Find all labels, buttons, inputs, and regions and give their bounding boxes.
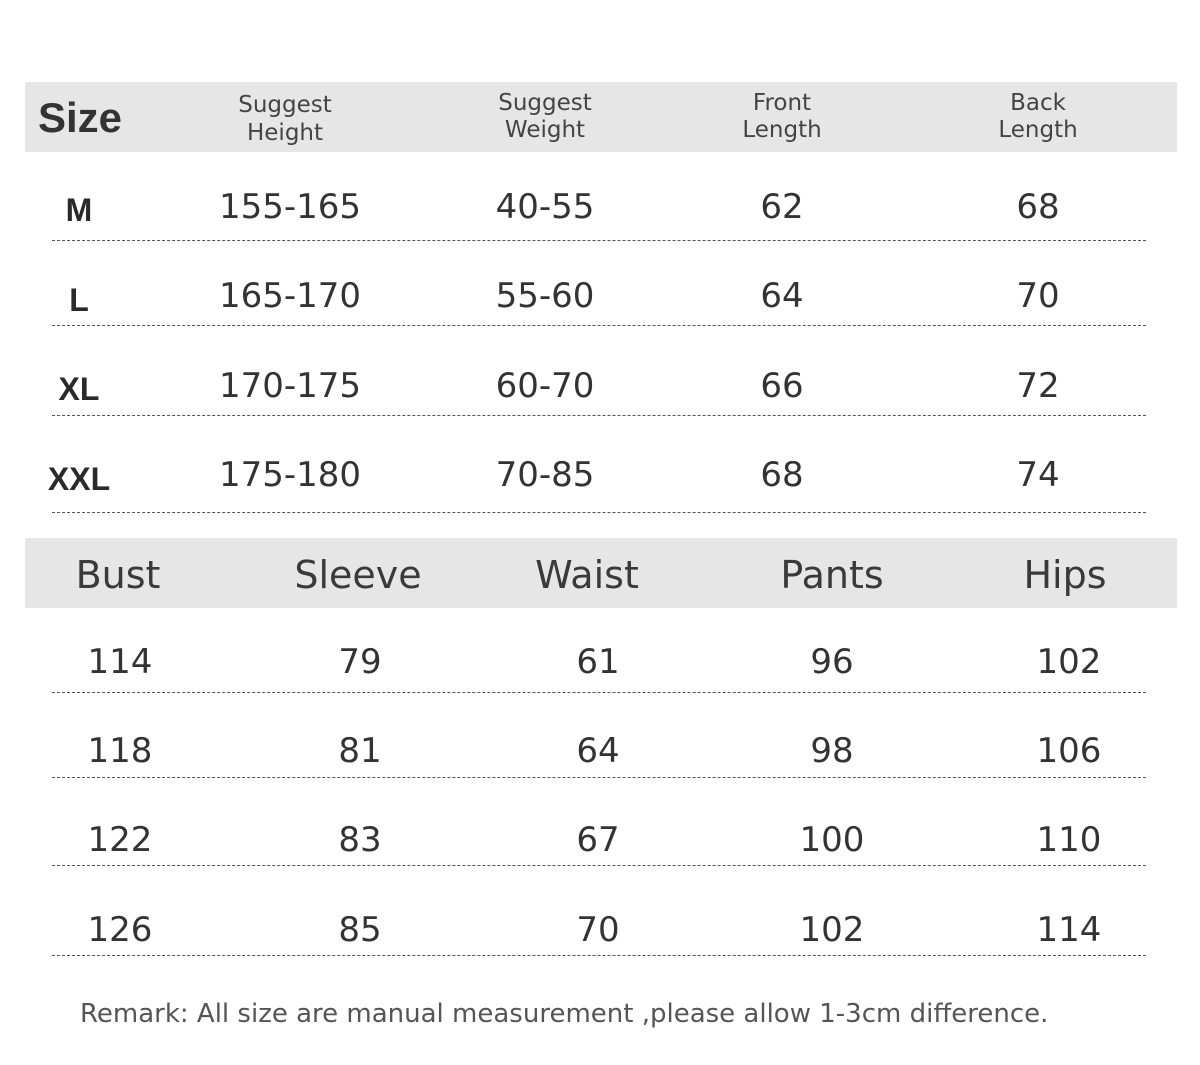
waist-cell: 64	[576, 731, 620, 771]
suggest-height-header-line2: Height	[246, 120, 324, 146]
row-divider	[52, 512, 1146, 513]
height-cell: 175-180	[218, 455, 362, 495]
back-length-cell: 74	[1016, 455, 1060, 495]
height-cell: 170-175	[218, 366, 362, 406]
height-cell: 165-170	[218, 276, 362, 316]
pants-cell: 96	[810, 642, 854, 682]
sleeve-cell: 85	[338, 910, 382, 950]
pants-cell: 102	[799, 910, 865, 950]
suggest-weight-header-line1: Suggest	[498, 90, 592, 116]
size-cell: M	[65, 192, 93, 228]
pants-header: Pants	[780, 553, 884, 597]
suggest-height-header-line1: Suggest	[238, 92, 332, 118]
front-length-cell: 68	[760, 455, 804, 495]
row-divider	[52, 777, 1146, 778]
size-cell: XL	[58, 371, 100, 407]
sleeve-cell: 83	[338, 820, 382, 860]
row-divider	[52, 240, 1146, 241]
front-length-header-line2: Length	[742, 117, 822, 143]
pants-cell: 98	[810, 731, 854, 771]
size-cell: L	[69, 282, 89, 318]
hips-cell: 106	[1036, 731, 1102, 771]
weight-cell: 70-85	[495, 455, 595, 495]
bust-cell: 114	[87, 642, 153, 682]
row-divider	[52, 325, 1146, 326]
row-divider	[52, 692, 1146, 693]
front-length-cell: 64	[760, 276, 804, 316]
front-length-cell: 62	[760, 187, 804, 227]
hips-header: Hips	[1023, 553, 1107, 597]
hips-cell: 114	[1036, 910, 1102, 950]
sleeve-cell: 79	[338, 642, 382, 682]
bust-header: Bust	[75, 553, 161, 597]
back-length-cell: 68	[1016, 187, 1060, 227]
row-divider	[52, 865, 1146, 866]
row-divider	[52, 415, 1146, 416]
front-length-header-line1: Front	[752, 90, 812, 116]
weight-cell: 60-70	[495, 366, 595, 406]
suggest-weight-header-line2: Weight	[504, 117, 586, 143]
back-length-cell: 72	[1016, 366, 1060, 406]
height-cell: 155-165	[218, 187, 362, 227]
bust-cell: 126	[87, 910, 153, 950]
back-length-cell: 70	[1016, 276, 1060, 316]
waist-cell: 70	[576, 910, 620, 950]
remark-text: Remark: All size are manual measurement ,please allow 1-3cm difference.	[80, 999, 1049, 1029]
bust-cell: 122	[87, 820, 153, 860]
sleeve-header: Sleeve	[294, 553, 422, 597]
size-column-header: Size	[38, 94, 123, 141]
hips-cell: 110	[1036, 820, 1102, 860]
row-divider	[52, 955, 1146, 956]
front-length-cell: 66	[760, 366, 804, 406]
weight-cell: 40-55	[495, 187, 595, 227]
back-length-header-line1: Back	[1010, 90, 1066, 116]
bust-cell: 118	[87, 731, 153, 771]
waist-cell: 67	[576, 820, 620, 860]
hips-cell: 102	[1036, 642, 1102, 682]
size-cell: XXL	[47, 461, 111, 497]
waist-cell: 61	[576, 642, 620, 682]
pants-cell: 100	[799, 820, 865, 860]
sleeve-cell: 81	[338, 731, 382, 771]
waist-header: Waist	[535, 553, 639, 597]
weight-cell: 55-60	[495, 276, 595, 316]
back-length-header-line2: Length	[998, 117, 1078, 143]
